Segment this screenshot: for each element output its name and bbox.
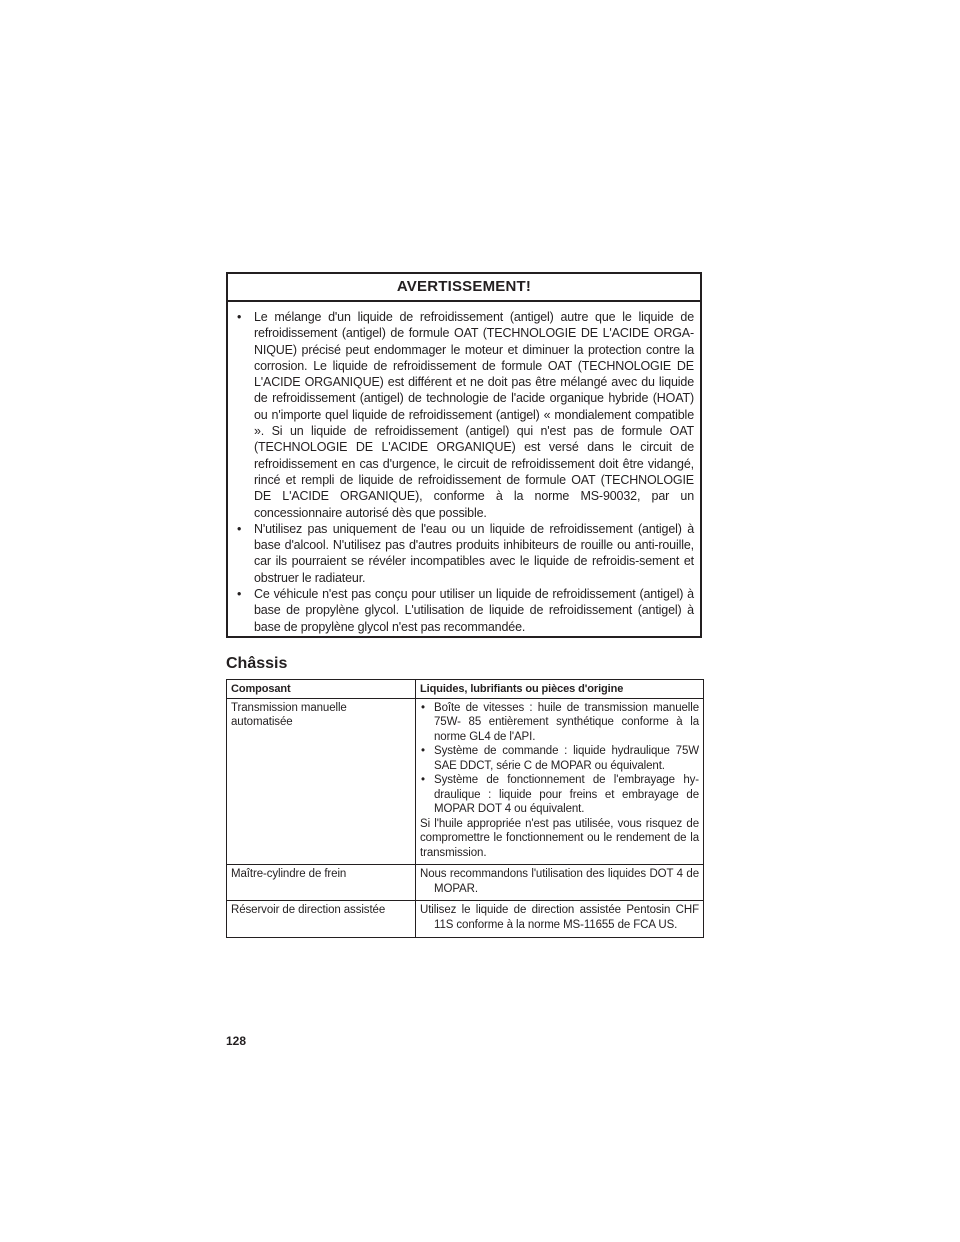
warning-title: AVERTISSEMENT! [228,274,700,302]
fluids-text: Utilisez le liquide de direction assistée Pentosin CHF 11S conforme à la norme MS-11655 de FCA US. [420,904,699,931]
page-number: 128 [226,1034,247,1048]
table-row [227,865,704,901]
warning-box [226,272,702,638]
component-cell: Transmission manuelle automatisée [227,698,416,865]
list-item: • Système de fonctionnement de l'embrayage hy-draulique : liquide pour freins et embrayage de MOPAR DOT 4 ou équivalent. [420,773,699,817]
list-item: • Boîte de vitesses : huile de transmission manuelle 75W- 85 entièrement synthétique conforme à la norme GL4 de l'API. [420,701,699,745]
fluids-cell [416,698,704,865]
fluids-table [226,679,704,938]
table-row [227,901,704,938]
column-header-component: Composant [227,680,416,699]
transmission-note: Si l'huile appropriée n'est pas utilisée, vous risquez de compromettre le fonctionnement ou le rendement de la transmission. [420,817,699,859]
fluids-cell [416,901,704,938]
component-cell: Maître-cylindre de frein [227,865,416,901]
warning-bullet: • Le mélange d'un liquide de refroidissement (antigel) autre que le liquide de refroidissement (antigel) de formule OAT (TECHNOLOGIE DE L'ACIDE ORGA-NIQUE) précisé peut endommager le moteur et diminuer la protection contre la corrosion. Le liquide de refroidissement de formule OAT (TECHNOLOGIE DE L'ACIDE ORGANIQUE) est différent et ne doit pas être mélangé avec du liquide de refroidissement (antigel) de technologie de l'acide organique hybride (HOAT) ou n'importe quel liquide de refroidissement (antigel) « mondialement compatible ». Si un liquide de refroidissement (antigel) qui n'est pas de formule OAT (TECHNOLOGIE DE L'ACIDE ORGANIQUE) est versé dans le circuit de refroidissement en cas d'urgence, le circuit de refroidissement doit être vidangé, rincé et rempli de liquide de refroidissement de formule OAT (TECHNOLOGIE DE L'ACIDE ORGANIQUE), conforme à la norme MS-90032, par un concessionnaire autorisé dès que possible. [234,309,694,521]
warning-bullet: • Ce véhicule n'est pas conçu pour utiliser un liquide de refroidissement (antigel) à base de propylène glycol. L'utilisation de liquide de refroidissement (antigel) à base de propylène glycol n'est pas recommandée. [234,586,694,635]
table-row [227,698,704,865]
warning-bullet: • N'utilisez pas uniquement de l'eau ou un liquide de refroidissement (antigel) à base d'alcool. N'utilisez pas d'autres produits inhibiteurs de rouille ou anti-rouille, car ils pourraient se révéler incompatibles avec le liquide de refroidis-sement et obstruer le radiateur. [234,521,694,586]
fluids-cell [416,865,704,901]
section-title: Châssis [226,655,288,672]
fluids-text: Nous recommandons l'utilisation des liquides DOT 4 de MOPAR. [420,868,699,895]
list-item: • Système de commande : liquide hydraulique 75W SAE DDCT, série C de MOPAR ou équivalent. [420,744,699,773]
table-header-row [227,680,704,699]
column-header-fluids: Liquides, lubrifiants ou pièces d'origine [416,680,704,699]
component-cell: Réservoir de direction assistée [227,901,416,938]
warning-body [228,302,700,635]
